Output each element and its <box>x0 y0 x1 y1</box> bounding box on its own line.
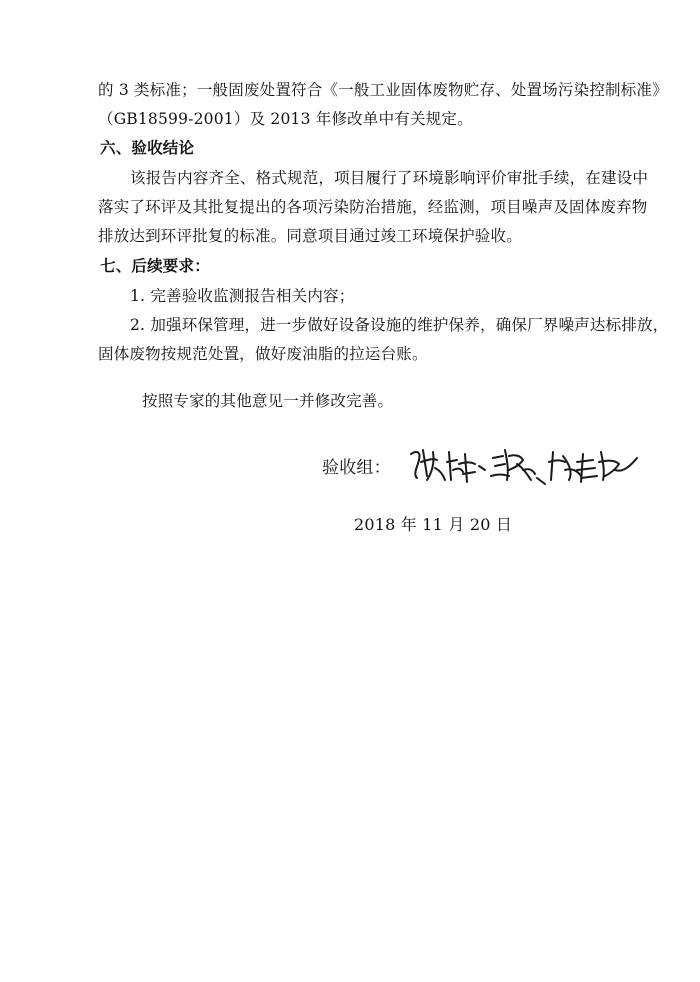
list-item: 1. 完善验收监测报告相关内容； <box>130 287 355 305</box>
section-heading-7: 七、后续要求： <box>100 257 210 275</box>
paragraph-line: 该报告内容齐全、格式规范，项目履行了环境影响评价审批手续，在建设中 <box>130 169 649 187</box>
document-date: 2018 年 11 月 20 日 <box>354 515 513 534</box>
paragraph-line: 落实了环评及其批复提出的各项污染防治措施，经监测，项目噪声及固体废弃物 <box>98 198 648 216</box>
section-heading-6: 六、验收结论 <box>100 139 195 157</box>
paragraph-line: 的 3 类标准；一般固废处置符合《一般工业固体废物贮存、处置场污染控制标准》 <box>98 81 668 99</box>
signature-label: 验收组： <box>322 458 391 478</box>
handwritten-signature <box>405 440 645 490</box>
list-item-continuation: 固体废物按规范处置，做好废油脂的拉运台账。 <box>98 345 428 363</box>
paragraph-line: （GB18599-2001）及 2013 年修改单中有关规定。 <box>98 110 473 128</box>
closing-remark: 按照专家的其他意见一并修改完善。 <box>142 392 394 410</box>
list-item: 2. 加强环保管理，进一步做好设备设施的维护保养，确保厂界噪声达标排放， <box>130 316 669 334</box>
paragraph-line: 排放达到环评批复的标准。同意项目通过竣工环境保护验收。 <box>98 227 522 245</box>
